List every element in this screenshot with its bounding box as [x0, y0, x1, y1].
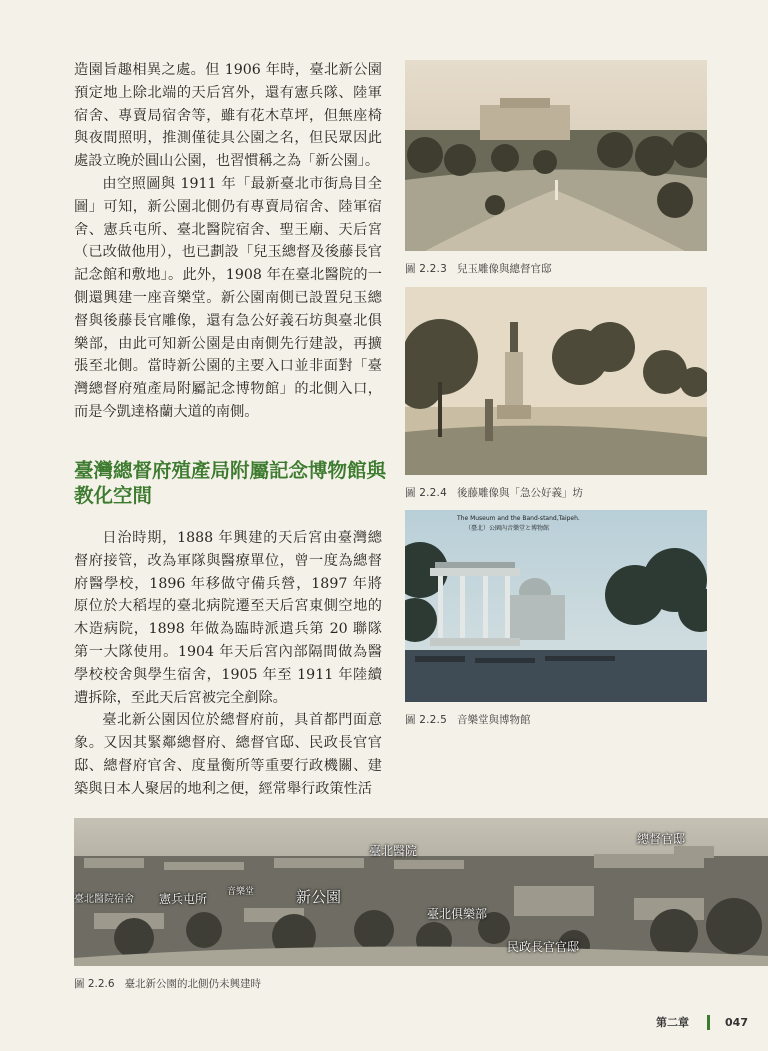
photo-inset-title: The Museum and the Band-stand,Taipeh.: [457, 515, 580, 522]
body-text-top: [74, 59, 382, 424]
paragraph: 臺北新公園因位於總督府前，具首都門面意象。又因其緊鄰總督府、總督官邸、民政長官官邸、總督府官舍、度量衡所等重要行政機關、建築與日本人聚居的地利之便，經常舉行政策性活: [74, 712, 382, 797]
panorama-label: 新公園: [296, 888, 342, 906]
figure-caption-text: 音樂堂與博物館: [456, 714, 531, 726]
chapter-label: 第二章: [656, 1016, 690, 1029]
figure-caption-text: 後藤雕像與「急公好義」坊: [456, 487, 583, 499]
figure-number: 圖 2.2.3: [405, 263, 447, 275]
photo-goto-statue: [405, 287, 707, 475]
figure-caption-text: 兒玉雕像與總督官邸: [456, 263, 552, 275]
page-footer: [656, 1014, 748, 1030]
paragraph: 日治時期，1888 年興建的天后宮由臺灣總督府接管，改為軍隊與醫療單位，曾一度為總督府醫學校，1896 年移做守備兵營，1897 年將原位於大稻埕的臺北病院遷至天后宮東側空地的木造病院，1898 年做為臨時派遣兵第 20 聯隊第一大隊使用。1904 年天后宮內部隔間做為醫學校校舍與學生宿舍，1905 年至 1911 年陸續遭拆除，至此天后宮被完全剷除。: [74, 530, 382, 706]
page-number: 047: [725, 1015, 748, 1029]
figure-caption: [405, 485, 583, 500]
paragraph: 造園旨趣相異之處。但 1906 年時，臺北新公園預定地上除北端的天后宮外，還有憲兵隊、陸軍宿舍、專賣局宿舍等，雖有花木草坪，但無座椅與夜間照明，推測僅徒具公園之名，但民眾因此處設立晚於圓山公園，也習慣稱之為「新公園」。: [74, 62, 382, 170]
paragraph: 由空照圖與 1911 年「最新臺北市街鳥目全圖」可知，新公園北側仍有專賣局宿舍、陸軍宿舍、憲兵屯所、臺北醫院宿舍、聖王廟、天后宮（已改做他用），也已劃設「兒玉總督及後藤長官記念館和敷地」。此外，1908 年在臺北醫院的一側還興建一座音樂堂。新公園南側已設置兒玉總督與後藤長官雕像，還有急公好義石坊與臺北俱樂部，由此可知新公園是由南側先行建設，再擴張至北側。當時新公園的主要入口並非面對「臺灣總督府殖產局附屬記念博物館」的北側入口，而是今凱達格蘭大道的南側。: [74, 175, 382, 420]
panorama-label: 臺北醫院宿舍: [74, 894, 134, 905]
panorama-label: 臺北俱樂部: [427, 907, 488, 921]
panorama-label: 總督官邸: [637, 832, 686, 846]
figure-caption: [405, 261, 551, 276]
photo-kodama-statue: [405, 60, 707, 251]
figure-number: 圖 2.2.6: [74, 978, 115, 990]
panorama-label: 民政長官官邸: [507, 940, 580, 954]
section-heading: 臺灣總督府殖產局附屬記念博物館與教化空間: [74, 459, 387, 507]
panorama-label: 憲兵屯所: [159, 892, 208, 906]
figure-caption: [74, 976, 261, 991]
panorama-label: 音樂堂: [227, 887, 255, 897]
panorama-label: 臺北醫院: [369, 844, 418, 858]
panorama-photo: [74, 818, 768, 966]
figure-caption-text: 臺北新公園的北側仍未興建時: [124, 978, 262, 990]
photo-music-hall-museum: [405, 510, 707, 702]
body-text-bottom: [74, 527, 382, 801]
figure-number: 圖 2.2.5: [405, 714, 447, 726]
figure-caption: [405, 712, 530, 727]
figure-number: 圖 2.2.4: [405, 487, 447, 499]
footer-divider: [707, 1015, 710, 1030]
photo-inset-title-cn: （臺北）公園內音樂堂と博物館: [465, 525, 550, 532]
